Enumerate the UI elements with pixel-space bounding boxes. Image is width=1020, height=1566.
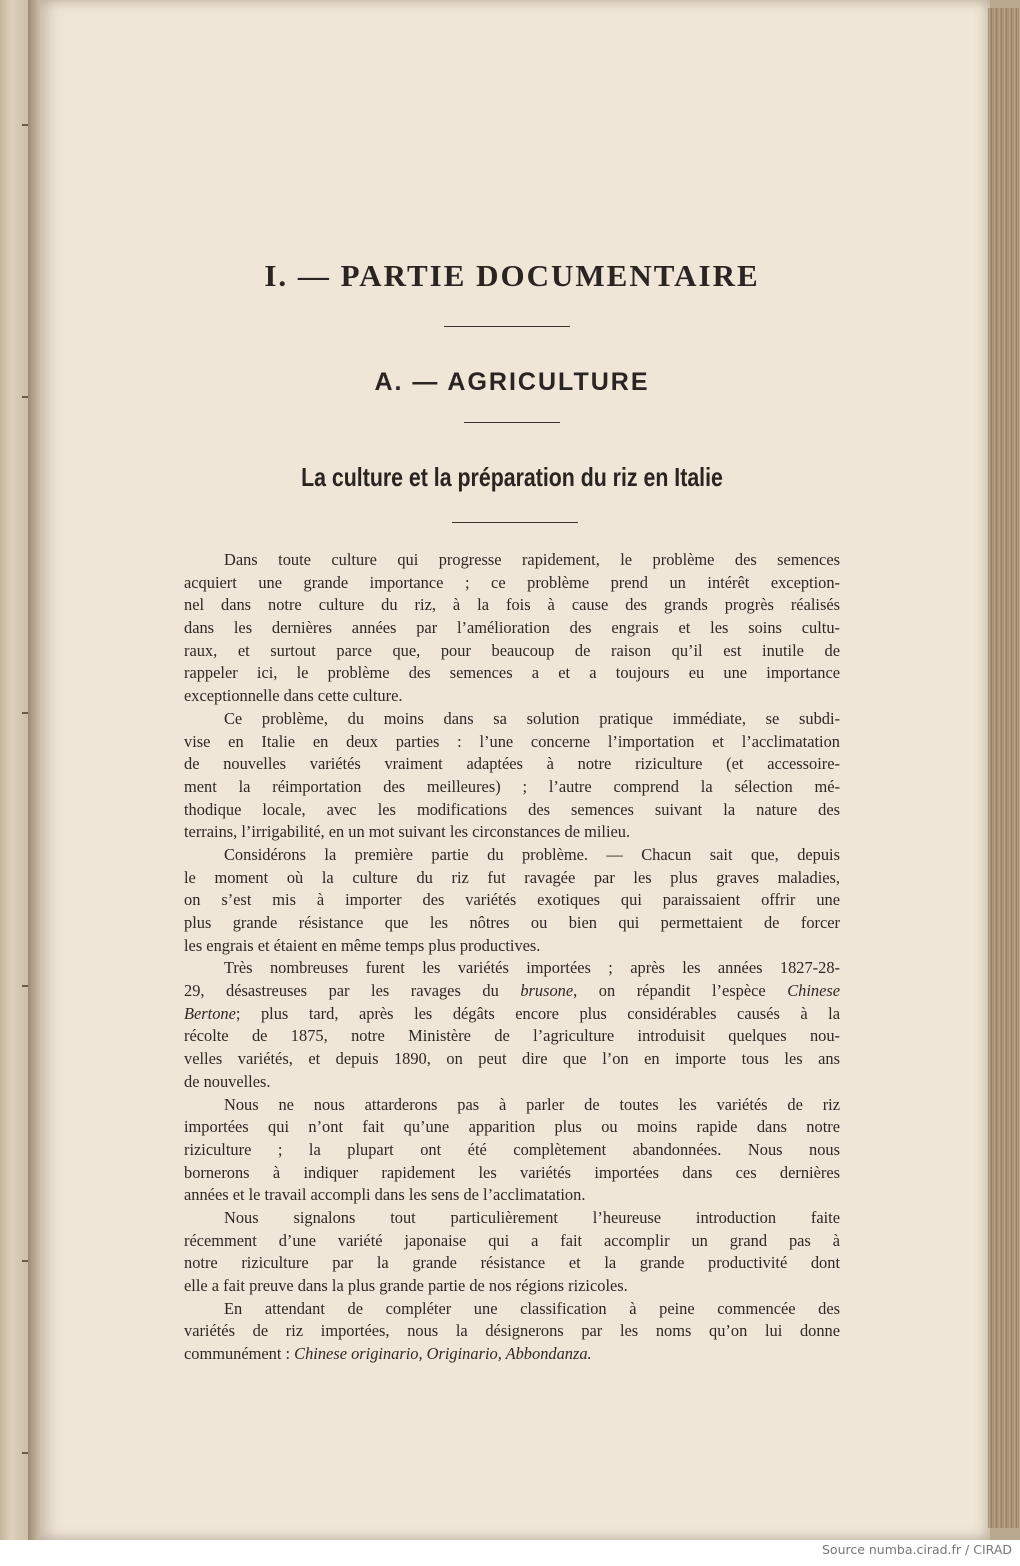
- text-line: nel dans notre culture du riz, à la fois à cause des grands progrès réalisés: [184, 595, 840, 615]
- text-line: velles variétés, et depuis 1890, on peut dire que l’on en importe tous les ans: [184, 1049, 840, 1069]
- text-line: Ce problème, du moins dans sa solution pratique immédiate, se subdi-: [224, 708, 840, 728]
- text-line: Dans toute culture qui progresse rapidement, le problème des semences: [224, 550, 840, 569]
- text-line: rappeler ici, le problème des semences a et a toujours eu une importance: [184, 663, 840, 683]
- text-line: variétés de riz importées, nous la désignerons par les noms qu’on lui donne: [184, 1321, 840, 1341]
- article-title: La culture et la préparation du riz en Italie: [301, 462, 723, 492]
- text-fragment: ; plus tard, après les dégâts encore plus considérables causés à la: [235, 1003, 840, 1023]
- italic-term: Chinese originario, Originario, Abbondanza.: [294, 1344, 592, 1364]
- text-line: exceptionnelle dans cette culture.: [184, 686, 403, 706]
- text-line: bornerons à indiquer rapidement les variétés importées dans ces dernières: [184, 1162, 840, 1182]
- book-page: [40, 0, 990, 1540]
- article-body: [184, 549, 840, 1366]
- main-title: I. — PARTIE DOCUMENTAIRE: [264, 258, 760, 293]
- text-line: on s’est mis à importer des variétés exotiques qui paraissaient offrir une: [184, 890, 840, 910]
- text-line: plus grande résistance que les nôtres ou bien qui permettaient de forcer: [184, 913, 840, 932]
- text-line: ment la réimportation des meilleures) ; l’autre comprend la sélection mé-: [184, 776, 840, 796]
- text-line: vise en Italie en deux parties : l’une concerne l’importation et l’acclimatation: [184, 731, 840, 751]
- text-line: Nous signalons tout particulièrement l’heureuse introduction faite: [224, 1207, 840, 1227]
- paragraph-5: [184, 1094, 840, 1207]
- text-line: de nouvelles variétés vraiment adaptées à notre riziculture (et accessoire-: [184, 754, 840, 774]
- italic-term: Bertone: [184, 1003, 236, 1023]
- title-rule: [444, 326, 570, 327]
- text-line: raux, et surtout parce que, pour beaucoup de raison qu’il est inutile de: [184, 640, 840, 660]
- text-line: notre riziculture par la grande résistance et la grande productivité dont: [184, 1253, 840, 1273]
- text-line: Considérons la première partie du problème. — Chacun sait que, depuis: [224, 844, 840, 864]
- text-line: le moment où la culture du riz fut ravagée par les plus graves maladies,: [184, 867, 840, 887]
- paragraph-4: [184, 957, 840, 1093]
- text-line: les engrais et étaient en même temps plus productives.: [184, 935, 541, 955]
- text-line: dans les dernières années par l’amélioration des engrais et les soins cultu-: [184, 618, 840, 638]
- italic-term: brusone: [520, 981, 574, 1001]
- text-line: Nous ne nous attarderons pas à parler de toutes les variétés de riz: [224, 1094, 840, 1114]
- text-line: de nouvelles.: [184, 1071, 271, 1091]
- text-line: acquiert une grande importance ; ce problème prend un intérêt exception-: [184, 572, 840, 592]
- text-fragment: 29, désastreuses par les ravages du: [184, 981, 499, 1001]
- section-title: A. — AGRICULTURE: [374, 368, 650, 396]
- text-line: récemment d’une variété japonaise qui a fait accomplir un grand pas à: [184, 1230, 840, 1250]
- paragraph-2: [184, 708, 840, 844]
- text-line: thodique locale, avec les modifications des semences suivant la nature des: [184, 799, 840, 819]
- text-fragment: communément :: [184, 1344, 291, 1364]
- section-rule: [464, 422, 560, 423]
- paragraph-6: [184, 1207, 840, 1298]
- text-line: années et le travail accompli dans les sens de l’acclimatation.: [184, 1185, 586, 1205]
- text-line: En attendant de compléter une classification à peine commencée des: [224, 1298, 840, 1318]
- text-line: Très nombreuses furent les variétés importées ; après les années 1827-28-: [224, 958, 840, 978]
- page-stack-edge: [988, 8, 1020, 1528]
- text-line: [184, 1343, 840, 1366]
- article-rule: [452, 522, 578, 523]
- paragraph-7: [184, 1298, 840, 1366]
- text-line: [184, 1003, 840, 1026]
- source-credit: Source numba.cirad.fr / CIRAD: [821, 1542, 1012, 1557]
- text-line: riziculture ; la plupart ont été complètement abandonnées. Nous nous: [184, 1139, 840, 1159]
- text-fragment: , on répandit l’espèce: [573, 981, 766, 1001]
- text-line: terrains, l’irrigabilité, en un mot suivant les circonstances de milieu.: [184, 822, 631, 842]
- text-line: elle a fait preuve dans la plus grande partie de nos régions rizicoles.: [184, 1276, 628, 1295]
- text-line: récolte de 1875, notre Ministère de l’agriculture introduisit quelques nou-: [184, 1026, 840, 1046]
- paragraph-3: [184, 844, 840, 957]
- italic-term: Chinese: [787, 981, 841, 1001]
- text-line: importées qui n’ont fait qu’une apparition plus ou moins rapide dans notre: [184, 1117, 840, 1137]
- text-line: [184, 980, 840, 1003]
- paragraph-1: [184, 549, 840, 708]
